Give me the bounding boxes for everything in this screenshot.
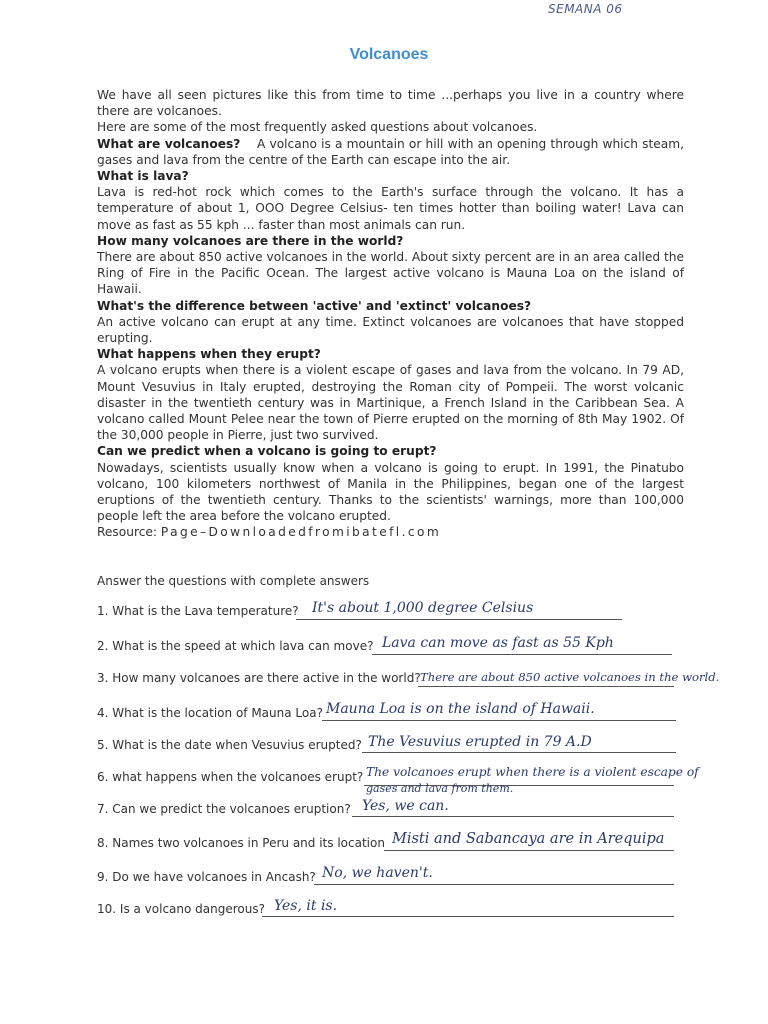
faq-answer: A volcano is a mountain or hill with an opening through which steam, gases and lava from the centre of the Earth can escape into the air. xyxy=(97,136,684,167)
faq-answer: A volcano erupts when there is a violent escape of gases and lava from the volcano. In 79 AD, Mount Vesuvius in Italy erupted, destroying the Roman city of Pompeii. The worst volcanic disaster in the twentieth century was in Martinique, a French Island in the Caribbean Sea. A volcano called Mount Pelee near the town of Pierre erupted on the morning of 8th May 1902. Of the 30,000 people in Pierre, just two survived. xyxy=(97,363,684,443)
faq-answer: An active volcano can erupt at any time. Extinct volcanoes are volcanoes that have stopped erupting. xyxy=(97,314,684,346)
page-title: Volcanoes xyxy=(349,46,429,63)
answer-line xyxy=(262,916,674,917)
handwritten-answer-4: Mauna Loa is on the island of Hawaii. xyxy=(326,701,595,717)
handwritten-answer-7: Yes, we can. xyxy=(362,798,449,814)
answer-line xyxy=(314,884,674,885)
question-3: 3. How many volcanoes are there active in the world? xyxy=(97,671,421,685)
question-1: 1. What is the Lava temperature? xyxy=(97,604,299,618)
faq-question: What is lava? xyxy=(97,169,189,184)
faq-answer: Nowadays, scientists usually know when a volcano is going to erupt. In 1991, the Pinatubo volcano, 100 kilometers northwest of Manila in the Philippines, began one of the largest eruptions of the twentieth century. Thanks to the scientists' warnings, more than 100,000 people left the area before the volcano erupted. xyxy=(97,460,684,524)
handwritten-answer-5: The Vesuvius erupted in 79 A.D xyxy=(368,734,592,750)
reading-passage xyxy=(97,87,684,524)
faq-answer: There are about 850 active volcanoes in the world. About sixty percent are in an area called the Ring of Fire in the Pacific Ocean. The largest active volcano is Mauna Loa on the island of Hawaii. xyxy=(97,250,684,297)
answer-line xyxy=(372,654,672,655)
resource-line xyxy=(97,525,441,539)
faq-question: Can we predict when a volcano is going to erupt? xyxy=(97,444,437,459)
question-6: 6. what happens when the volcanoes erupt? xyxy=(97,770,364,784)
intro-paragraph: Here are some of the most frequently asked questions about volcanoes. xyxy=(97,120,538,135)
faq-question: What happens when they erupt? xyxy=(97,347,321,362)
question-10: 10. Is a volcano dangerous? xyxy=(97,902,265,916)
handwritten-answer-3: There are about 850 active volcanoes in the world. xyxy=(420,670,720,684)
handwritten-answer-6: The volcanoes erupt when there is a violent escape of xyxy=(366,765,699,779)
faq-question: What's the difference between 'active' and 'extinct' volcanoes? xyxy=(97,298,532,313)
handwritten-answer-1: It's about 1,000 degree Celsius xyxy=(312,600,534,616)
question-7: 7. Can we predict the volcanoes eruption? xyxy=(97,802,351,816)
handwritten-answer-8: Misti and Sabancaya are in Arequipa xyxy=(392,831,665,847)
faq-item xyxy=(97,136,684,168)
answer-line xyxy=(418,686,674,687)
answer-line xyxy=(352,816,674,817)
instructions: Answer the questions with complete answers xyxy=(97,574,370,588)
answer-line xyxy=(362,752,676,753)
question-5: 5. What is the date when Vesuvius erupted? xyxy=(97,738,362,752)
answer-line xyxy=(384,850,674,851)
answer-line xyxy=(322,720,676,721)
question-9: 9. Do we have volcanoes in Ancash? xyxy=(97,870,316,884)
question-4: 4. What is the location of Mauna Loa? xyxy=(97,706,323,720)
handwritten-answer-2: Lava can move as fast as 55 Kph xyxy=(382,635,614,651)
question-2: 2. What is the speed at which lava can move? xyxy=(97,639,374,653)
faq-question: How many volcanoes are there in the world? xyxy=(97,233,404,248)
question-8: 8. Names two volcanoes in Peru and its location xyxy=(97,836,385,850)
resource-label: Resource: xyxy=(97,525,157,539)
session-label: SEMANA 06 xyxy=(548,2,623,16)
handwritten-answer-10: Yes, it is. xyxy=(274,898,338,914)
handwritten-answer-6-cont: gases and lava from them. xyxy=(366,782,514,795)
answer-line xyxy=(296,619,622,620)
intro-paragraph: We have all seen pictures like this from time to time ...perhaps you live in a country where there are volcanoes. xyxy=(97,88,684,119)
resource-url: Page–Downloadedfromibatefl.com xyxy=(160,525,442,539)
faq-answer: Lava is red-hot rock which comes to the Earth's surface through the volcano. It has a temperature of about 1, OOO Degree Celsius- ten times hotter than boiling water! Lava can move as fast as 55 kph ... faster than most animals can run. xyxy=(97,185,684,232)
faq-question: What are volcanoes? xyxy=(97,136,241,151)
handwritten-answer-9: No, we haven't. xyxy=(322,865,433,881)
